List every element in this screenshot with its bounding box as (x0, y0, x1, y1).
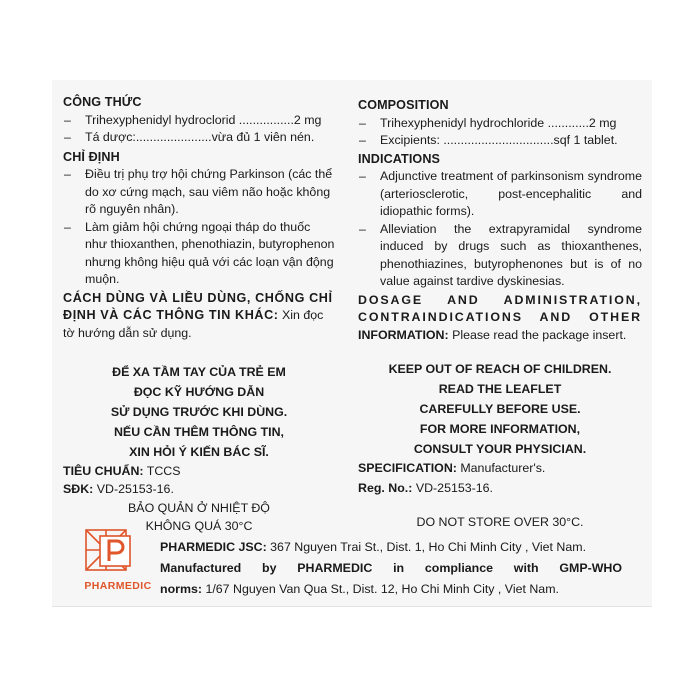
warnings-en (358, 359, 642, 459)
standard-vi: TIÊU CHUẨN: TCCS (63, 464, 181, 478)
composition-item-en: – Trihexyphenidyl hydrochloride ............2 mg (359, 115, 617, 130)
registration-vi: SĐK: VD-25153-16. (63, 481, 174, 496)
warning-line-en: READ THE LEAFLET (438, 382, 562, 396)
indication-item-vi: – Điều trị phụ trợ hội chứng Parkinson (các thể do xơ cứng mạch, sau viêm não hoặc không rõ nguyên nhân). (64, 167, 333, 216)
composition-title-vi: CÔNG THỨC (63, 95, 142, 109)
dosage-vi: CÁCH DÙNG VÀ LIỀU DÙNG, CHỐNG CHỈ ĐỊNH VÀ CÁC THÔNG TIN KHÁC: Xin đọc tờ hướng dẫn sử dụng. (63, 290, 333, 340)
indication-item-en: – Alleviation the extrapyramidal syndrome induced by drugs such as thioxanthenes, phenothiazines, butyrophenones but is of no value against tardive dyskinesias. (359, 221, 642, 288)
vietnamese-column (63, 94, 335, 535)
registration-en: Reg. No.: VD-25153-16. (358, 480, 493, 495)
manufacturer-address: PHARMEDIC JSC: 367 Nguyen Trai St., Dist. 1, Ho Chi Minh City , Viet Nam. (160, 540, 587, 554)
factory-address: norms: 1/67 Nguyen Van Qua St., Dist. 12, Ho Chi Minh City , Viet Nam. (160, 582, 559, 596)
warning-line-vi: ĐỌC KỸ HƯỚNG DẪN (133, 385, 265, 399)
warning-line-vi: ĐỂ XA TẦM TAY CỦA TRẺ EM (112, 365, 286, 379)
english-column (358, 97, 642, 532)
storage-en: DO NOT STORE OVER 30°C. (416, 515, 584, 529)
warnings-vi (63, 362, 335, 462)
warning-line-en: FOR MORE INFORMATION, (419, 422, 581, 436)
warning-line-vi: XIN HỎI Ý KIẾN BÁC SĨ. (129, 445, 269, 459)
dosage-en: DOSAGE AND ADMINISTRATION, CONTRAINDICATIONS AND OTHER INFORMATION: Please read the package insert. (358, 292, 642, 342)
composition-item-vi: – Tá dược:......................vừa đủ 1 viên nén. (64, 130, 315, 144)
specification-en: SPECIFICATION: Manufacturer's. (358, 461, 546, 475)
storage-vi: BẢO QUẢN Ở NHIỆT ĐỘ KHÔNG QUÁ 30°C (128, 501, 270, 533)
indication-item-en: – Adjunctive treatment of parkinsonism syndrome (arteriosclerotic, post-encephalitic and idiopathic forms). (359, 169, 642, 218)
indication-item-vi: – Làm giảm hội chứng ngoại tháp do thuốc như thioxanthen, phenothiazin, butyrophenon nhưng không hiệu quả với các loạn vận động muộn. (64, 219, 335, 286)
composition-title-en: COMPOSITION (358, 98, 449, 112)
manufacturer-compliance: Manufactured by PHARMEDIC in compliance with GMP-WHO (160, 561, 622, 575)
manufacturer-info (160, 537, 622, 600)
warning-line-en: CONSULT YOUR PHYSICIAN. (413, 442, 587, 456)
warning-line-vi: SỬ DỤNG TRƯỚC KHI DÙNG. (110, 405, 288, 419)
warning-line-en: KEEP OUT OF REACH OF CHILDREN. (388, 362, 612, 376)
composition-item-en: – Excipients: ................................sqf 1 tablet. (359, 133, 618, 147)
indications-title-vi: CHỈ ĐỊNH (63, 149, 120, 164)
warning-line-en: CAREFULLY BEFORE USE. (419, 402, 581, 416)
warning-line-vi: NẾU CẦN THÊM THÔNG TIN, (113, 425, 285, 439)
logo-text: PHARMEDIC (84, 580, 152, 592)
composition-item-vi: – Trihexyphenidyl hydroclorid ................2 mg (64, 112, 322, 127)
indications-title-en: INDICATIONS (358, 151, 441, 166)
